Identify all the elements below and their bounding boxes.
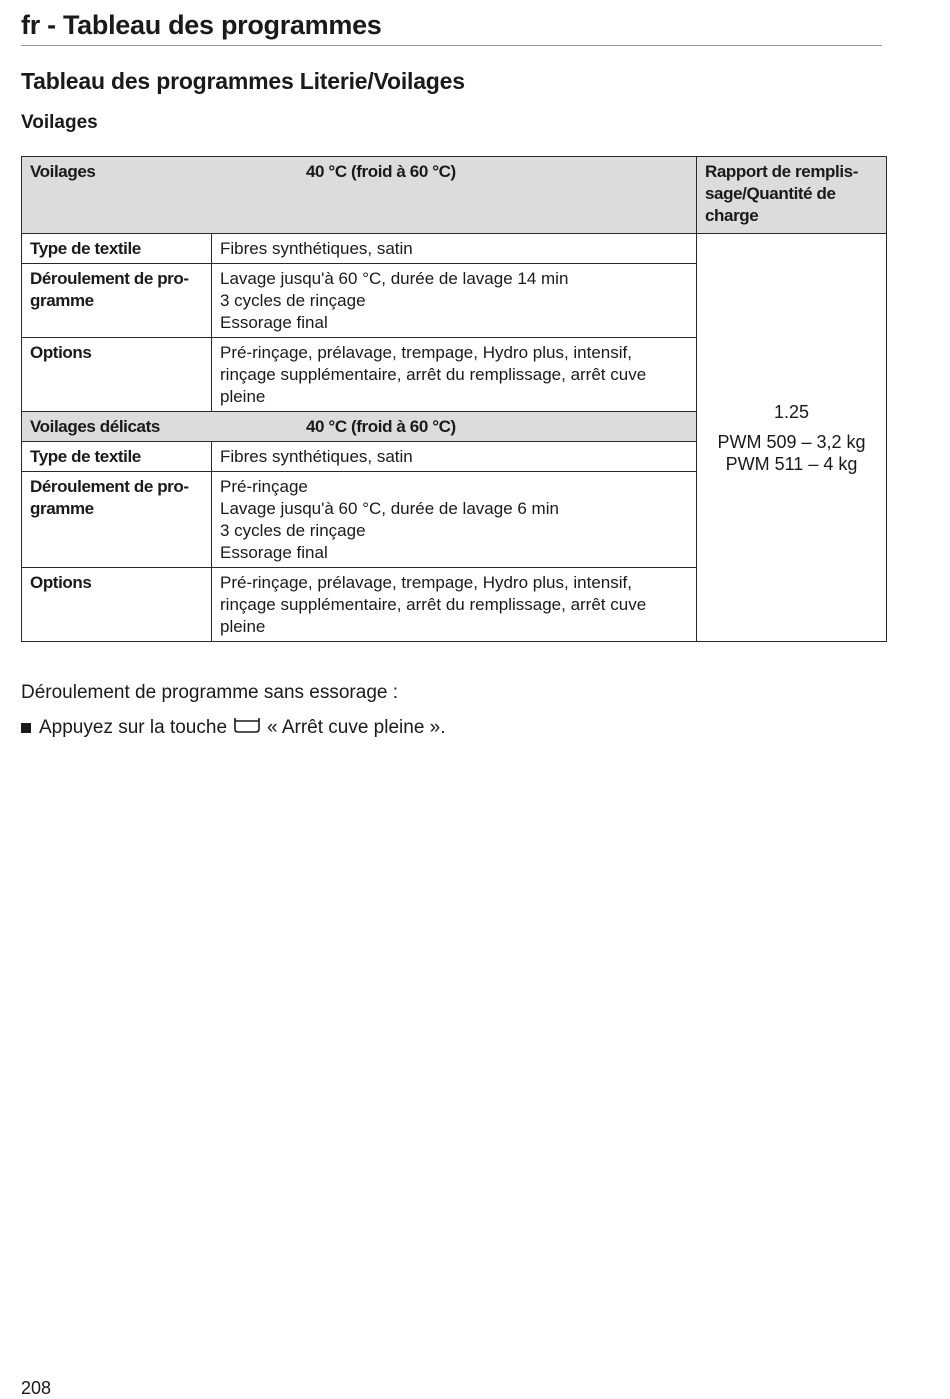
load-ratio: 1.25: [773, 402, 810, 422]
instruction-bullet: [21, 716, 446, 740]
load-cell: [697, 234, 887, 642]
program-temperature: 40 °C (froid à 60 °C): [306, 162, 456, 181]
value-line: Pré-rinçage, prélavage, trempage, Hydro plus, intensif, rinçage supplémentaire, arrêt du remplissage, arrêt cuve pleine: [220, 573, 647, 636]
program-table: [21, 156, 887, 642]
row-value: [212, 472, 697, 568]
value-line: Fibres synthétiques, satin: [220, 239, 413, 258]
value-line: Essorage final: [220, 543, 328, 562]
load-quantity: PWM 511 – 4 kg: [725, 454, 858, 474]
tub-icon: [233, 716, 261, 740]
value-line: Fibres synthétiques, satin: [220, 447, 413, 466]
row-label: Déroulement de pro-gramme: [22, 472, 212, 568]
value-line: Lavage jusqu'à 60 °C, durée de lavage 14 min: [220, 269, 569, 288]
row-label: Options: [22, 338, 212, 412]
program-header-cell: [22, 157, 697, 234]
load-quantity: PWM 509 – 3,2 kg: [717, 432, 866, 452]
row-label: Type de textile: [22, 442, 212, 472]
value-line: Pré-rinçage: [220, 477, 308, 496]
instruction-text-after: « Arrêt cuve pleine ».: [267, 717, 446, 738]
instruction-text-before: Appuyez sur la touche: [39, 717, 228, 738]
page-number: 208: [21, 1378, 52, 1398]
row-value: [212, 234, 697, 264]
value-line: Essorage final: [220, 313, 328, 332]
subprogram-name: Voilages délicats: [30, 417, 160, 436]
subprogram-header-cell: [22, 412, 697, 442]
bullet-square-icon: [21, 723, 31, 733]
note-text: Déroulement de programme sans essorage :: [21, 682, 399, 703]
load-header-cell: Rapport de remplis-sage/Quantité de charge: [697, 157, 887, 234]
row-value: [212, 442, 697, 472]
row-value: [212, 264, 697, 338]
page-header-title: fr - Tableau des programmes: [21, 10, 382, 40]
table-header-row: [22, 157, 887, 234]
subsection-title: Voilages: [21, 112, 98, 133]
row-value: [212, 338, 697, 412]
row-value: [212, 568, 697, 642]
value-line: Lavage jusqu'à 60 °C, durée de lavage 6 min: [220, 499, 559, 518]
value-line: Pré-rinçage, prélavage, trempage, Hydro plus, intensif, rinçage supplémentaire, arrêt du remplissage, arrêt cuve pleine: [220, 343, 647, 406]
row-label: Options: [22, 568, 212, 642]
value-line: 3 cycles de rinçage: [220, 291, 366, 310]
table-row: [22, 234, 887, 264]
page-header: [21, 10, 882, 46]
row-label: Type de textile: [22, 234, 212, 264]
subprogram-temperature: 40 °C (froid à 60 °C): [306, 417, 456, 436]
row-label: Déroulement de pro-gramme: [22, 264, 212, 338]
program-name: Voilages: [30, 162, 96, 181]
section-title: Tableau des programmes Literie/Voilages: [21, 68, 465, 94]
value-line: 3 cycles de rinçage: [220, 521, 366, 540]
